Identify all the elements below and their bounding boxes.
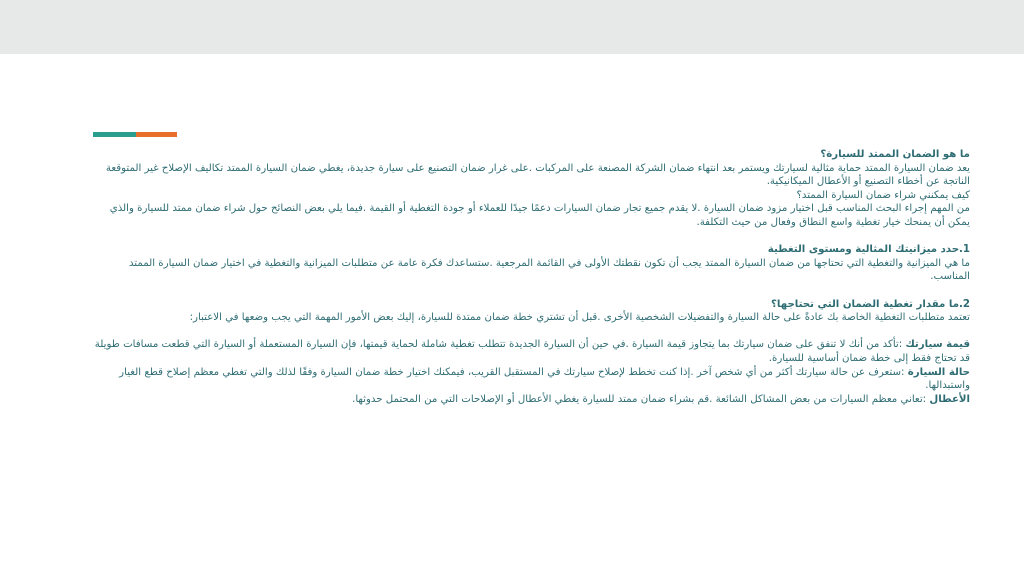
intro-paragraph: يعد ضمان السيارة الممتد حماية مثالية لسيارتك ويستمر بعد انتهاء ضمان الشركة المصنعة على المركبات .على غرار ضمان التصنيع على سيارة جديدة، يغطي ضمان السيارة الممتد تكاليف الإصلاح غير المتوقعة الناتجة عن أخطاء التصنيع أو الأعطال الميكانيكية. xyxy=(105,162,970,188)
top-banner xyxy=(0,0,1024,54)
item-label: الأعطال xyxy=(929,393,970,405)
accent-bar-teal xyxy=(93,132,136,137)
section1-paragraph: ما هي الميزانية والتغطية التي تحتاجها من ضمان السيارة الممتد يجب أن تكون نقطتك الأولى في القائمة المرجعية .ستساعدك فكرة عامة عن متطلبات الميزانية والتغطية في اختيار ضمان السيارة الممتد المناسب. xyxy=(128,257,970,283)
main-heading: ما هو الضمان الممتد للسيارة؟ xyxy=(820,149,970,160)
list-item-car-value xyxy=(94,338,970,365)
accent-bar-orange xyxy=(136,132,177,137)
question-line: كيف يمكنني شراء ضمان السيارة الممتد؟ xyxy=(796,189,970,201)
item-text: :ستعرف عن حالة سيارتك أكثر من أي شخص آخر .إذا كنت تخطط لإصلاح سيارتك في المستقبل القريب، فيمكنك اختيار خطة ضمان السيارة وفقًا لذلك والتي تغطي معظم إصلاح قطع الغيار واستبدالها. xyxy=(119,366,970,392)
item-text: :تعاني معظم السيارات من بعض المشاكل الشائعة .قم بشراء ضمان ممتد للسيارة يغطي الأعطال أو الإصلاحات التي من المحتمل حدوثها. xyxy=(352,393,927,405)
item-label: حالة السيارة xyxy=(907,366,970,378)
spacer xyxy=(94,230,970,244)
item-label: قيمة سيارتك xyxy=(905,339,970,351)
question-paragraph: من المهم إجراء البحث المناسب قبل اختيار مزود ضمان السيارة .لا يقدم جميع تجار ضمان السيارات دعمًا جيدًا للعملاء أو جودة التغطية أو القيمة .فيما يلي بعض النصائح حول شراء ضمان ممتد للسيارة والذي يمكن أن يمنحك خيار تغطية واسع النطاق وفعال من حيث التكلفة. xyxy=(109,203,970,228)
item-text: :تأكد من أنك لا تنفق على ضمان سيارتك بما يتجاوز قيمة السيارة .في حين أن السيارة الجديدة تتطلب تغطية شاملة لحماية قيمتها، فإن السيارة المستعملة أو السيارة التي قطعت مسافات طويلة قد تحتاج فقط إلى خطة ضمان أساسية للسيارة. xyxy=(94,339,970,364)
document-body xyxy=(94,148,970,406)
spacer xyxy=(94,284,970,298)
section2-paragraph: تعتمد متطلبات التغطية الخاصة بك عادةً على حالة السيارة والتفضيلات الشخصية الأخرى .قبل أن تشتري خطة ضمان ممتدة للسيارة، إليك بعض الأمور المهمة التي يجب وضعها في الاعتبار: xyxy=(189,312,970,324)
section2-heading: 2.ما مقدار تغطية الضمان التي تحتاجها؟ xyxy=(771,298,970,310)
section1-heading: 1.حدد ميزانيتك المثالية ومستوى التغطية xyxy=(767,244,970,256)
list-item-breakdowns xyxy=(94,393,970,407)
list-item-car-condition xyxy=(94,366,970,393)
spacer xyxy=(94,325,970,339)
